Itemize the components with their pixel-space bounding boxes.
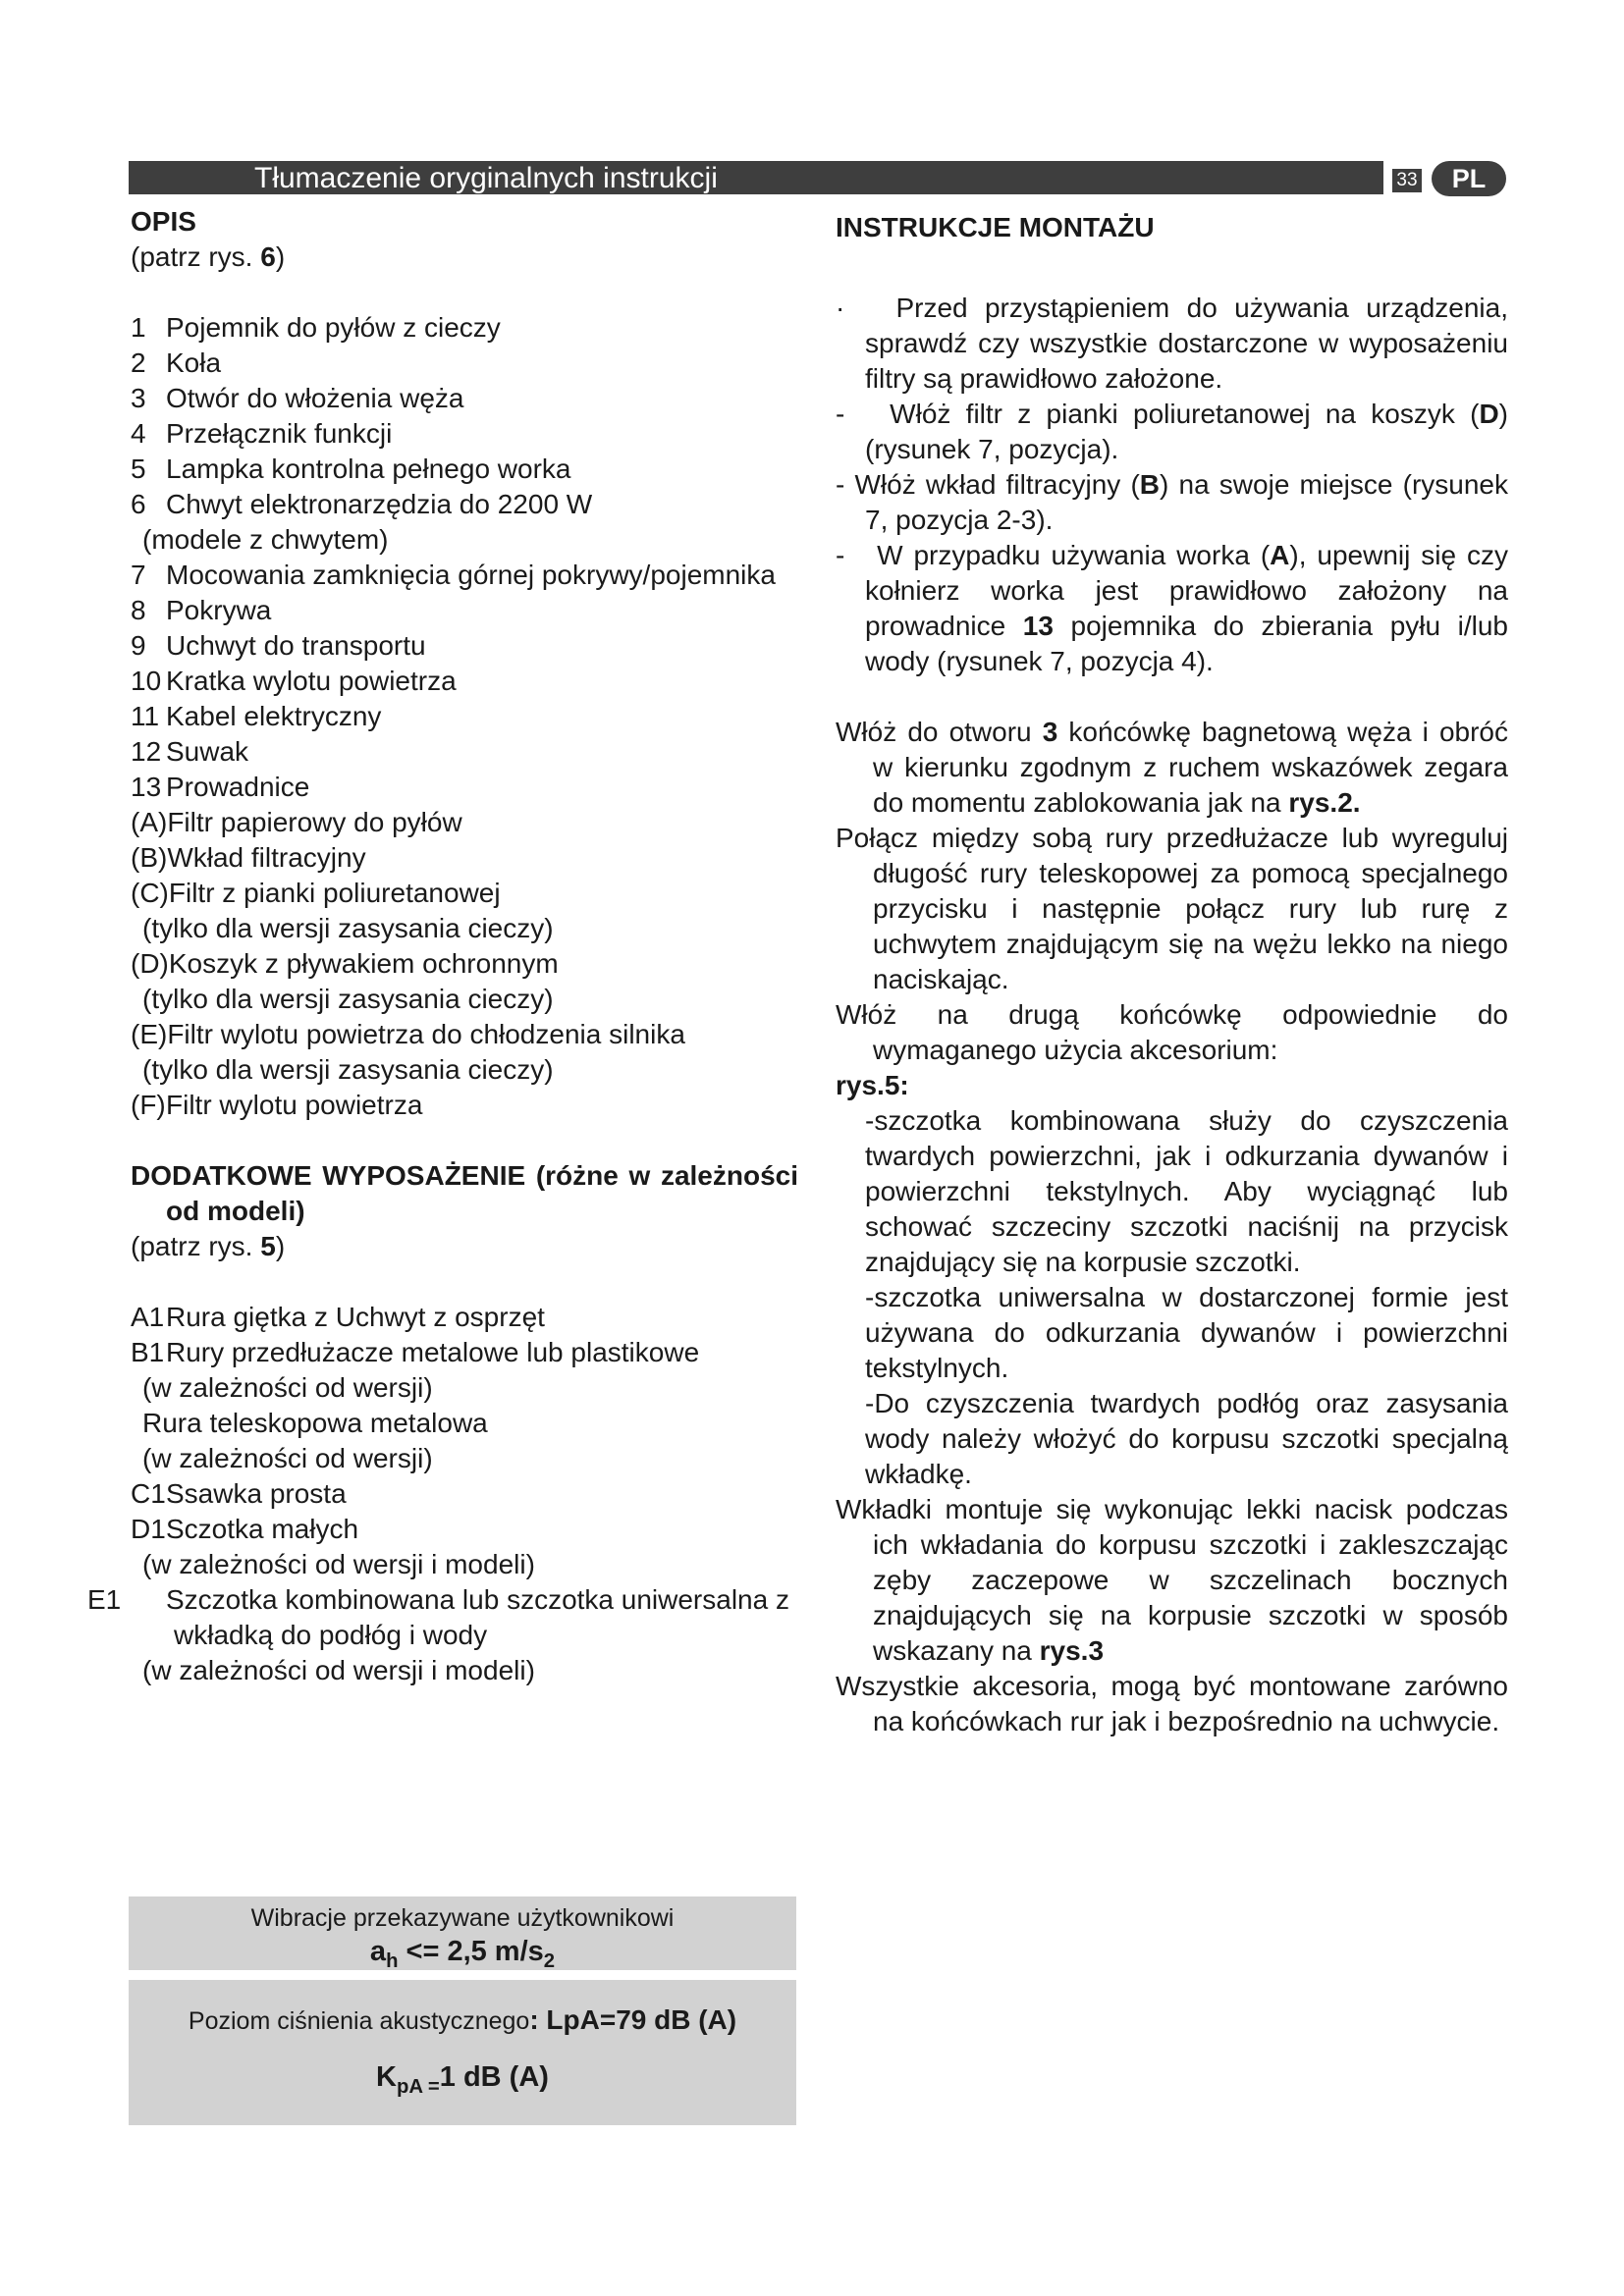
opis-figure-ref: (patrz rys. 6)	[131, 241, 286, 272]
list-item-text: Filtr wylotu powietrza	[166, 1090, 423, 1120]
list-item-text: Rura giętka z Uchwyt z osprzęt	[166, 1302, 545, 1332]
right-column	[836, 210, 1508, 1739]
list-item	[87, 1582, 798, 1653]
list-item	[131, 1547, 798, 1582]
list-item	[131, 1441, 798, 1476]
list-item-number: 4	[131, 418, 146, 449]
list-item	[131, 487, 798, 522]
hard-floor-text: -Do czyszczenia twardych podłóg oraz zasysania wody należy włożyć do korpusu szczotki specjalną wkładkę.	[865, 1388, 1508, 1489]
list-item-text: Pokrywa	[166, 595, 272, 625]
inserts-instruction: Wkładki montuje się wykonując lekki nacisk podczas ich wkładania do korpusu szczotki i zakleszczając zęby zaczepowe w szczelinach bocznych znajdujących się na korpusie szczotki w sposób wskazany na rys.3	[836, 1494, 1508, 1666]
list-item-number: A1	[131, 1302, 165, 1332]
list-item	[131, 1370, 798, 1406]
list-item	[131, 1088, 798, 1123]
list-item	[131, 558, 798, 593]
list-item-text: Rura teleskopowa metalowa	[142, 1408, 488, 1438]
list-item-text: Suwak	[166, 736, 249, 767]
list-item-number: (C)	[131, 878, 169, 908]
list-item	[131, 1017, 798, 1052]
list-item	[131, 911, 798, 946]
tube-instruction: Połącz między sobą rury przedłużacze lub wyreguluj długość rury teleskopowej za pomocą specjalnego przycisku i następnie połącz rury lub rurę z uchwytem znajdującym się na wężu lekko na niego naciskając.	[836, 823, 1508, 994]
vibration-box	[129, 1896, 796, 1970]
list-item	[131, 1052, 798, 1088]
list-item-number: B1	[131, 1337, 165, 1367]
list-item	[131, 416, 798, 452]
accessories-heading: DODATKOWE WYPOSAŻENIE (różne w zależności od modeli)	[131, 1160, 798, 1226]
list-item-number: 13	[131, 772, 162, 802]
noise-line: Poziom ciśnienia akustycznego: LpA=79 dB (A)	[188, 2004, 737, 2035]
list-item-text: Koła	[166, 347, 222, 378]
list-item	[131, 346, 798, 381]
list-item-number: (B)	[131, 842, 168, 873]
accessories-figure-ref: (patrz rys. 5)	[131, 1231, 286, 1261]
list-item-text: Otwór do włożenia węża	[166, 383, 464, 413]
combo-brush-text: -szczotka kombinowana służy do czyszczenia twardych powierzchni, jak i odkurzania dywanów i powierzchni tekstylnych. Aby wyciągnąć lub schować szczeciny szczotki naciśnij na przycisk znajdujący się na korpusie szczotki.	[865, 1105, 1508, 1277]
list-item-text: Filtr wylotu powietrza do chłodzenia silnika	[167, 1019, 685, 1049]
list-item-number: 1	[131, 312, 146, 343]
list-item	[131, 452, 798, 487]
list-item-number: (D)	[131, 948, 169, 979]
list-item-text: Rury przedłużacze metalowe lub plastikowe	[166, 1337, 700, 1367]
list-item-number: 5	[131, 454, 146, 484]
noise-box	[129, 1980, 796, 2125]
assembly-heading: INSTRUKCJE MONTAŻU	[836, 212, 1155, 242]
accessories-list	[87, 1300, 798, 1688]
list-item	[131, 664, 798, 699]
mounting-note: Wszystkie akcesoria, mogą być montowane zarówno na końcówkach rur jak i bezpośrednio na uchwycie.	[836, 1671, 1508, 1736]
list-item-text: (tylko dla wersji zasysania cieczy)	[142, 984, 554, 1014]
list-item-text: Mocowania zamknięcia górnej pokrywy/pojemnika	[166, 560, 776, 590]
list-item	[131, 1335, 798, 1370]
assembly-bullet-2: - Włóż filtr z pianki poliuretanowej na koszyk (D) (rysunek 7, pozycja).	[836, 399, 1508, 464]
list-item-text: (tylko dla wersji zasysania cieczy)	[142, 1054, 554, 1085]
list-item-text: Kabel elektryczny	[166, 701, 382, 731]
assembly-bullet-3: - Włóż wkład filtracyjny (B) na swoje miejsce (rysunek 7, pozycja 2-3).	[836, 469, 1508, 535]
opis-heading: OPIS	[131, 206, 196, 237]
list-item-text: (modele z chwytem)	[142, 524, 389, 555]
hose-instruction: Włóż do otworu 3 końcówkę bagnetową węża i obróć w kierunku zgodnym z ruchem wskazówek zegara do momentu zablokowania jak na rys.2.	[836, 717, 1508, 818]
list-item	[131, 310, 798, 346]
list-item	[131, 628, 798, 664]
list-item-text: Uchwyt do transportu	[166, 630, 426, 661]
list-item-text: Sczotka małych	[166, 1514, 359, 1544]
list-item-number: 7	[131, 560, 146, 590]
list-item	[131, 946, 798, 982]
list-item-number: D1	[131, 1514, 166, 1544]
list-item-number: 12	[131, 736, 162, 767]
list-item-text: Filtr z pianki poliuretanowej	[168, 878, 501, 908]
list-item-text: (w zależności od wersji i modeli)	[142, 1655, 535, 1685]
list-item	[131, 1653, 798, 1688]
header-title: Tłumaczenie oryginalnych instrukcji	[254, 162, 718, 194]
list-item-text: Filtr papierowy do pyłów	[167, 807, 462, 837]
assembly-bullet-4: - W przypadku używania worka (A), upewnij się czy kołnierz worka jest prawidłowo założony na prowadnice 13 pojemnika do zbierania pyłu i/lub wody (rysunek 7, pozycja 4).	[836, 540, 1509, 676]
components-list	[131, 310, 798, 1123]
left-column	[87, 204, 798, 1688]
list-item	[131, 1406, 798, 1441]
vibration-value: $a_h <= 2,5$ $m/s_2$	[369, 1936, 556, 1972]
list-item-text: (w zależności od wersji)	[142, 1443, 433, 1473]
accessory-instruction: Włóż na drugą końcówkę odpowiednie do wymaganego użycia akcesorium:	[836, 999, 1508, 1065]
list-item-number: 3	[131, 383, 146, 413]
list-item-text: Kratka wylotu powietrza	[166, 666, 457, 696]
list-item-number: 8	[131, 595, 146, 625]
list-item-number: 2	[131, 347, 146, 378]
list-item-number: (E)	[131, 1019, 168, 1049]
list-item	[131, 381, 798, 416]
list-item-text: Przełącznik funkcji	[166, 418, 393, 449]
list-item	[131, 1512, 798, 1547]
list-item	[131, 982, 798, 1017]
list-item	[131, 1300, 798, 1335]
list-item-text: Lampka kontrolna pełnego worka	[166, 454, 571, 484]
page-number: 33	[1392, 169, 1422, 192]
list-item-number: (F)	[131, 1090, 166, 1120]
list-item-text: Szczotka kombinowana lub szczotka uniwersalna z wkładką do podłóg i wody	[166, 1584, 789, 1650]
list-item-text: Wkład filtracyjny	[167, 842, 366, 873]
list-item-number: 10	[131, 666, 162, 696]
list-item	[131, 1476, 798, 1512]
list-item-text: (w zależności od wersji i modeli)	[142, 1549, 535, 1579]
list-item	[131, 522, 798, 558]
kpa-line: $K_{pA =}1$ dB (A)	[376, 2061, 549, 2098]
list-item-number: 11	[131, 701, 160, 731]
list-item	[131, 734, 798, 770]
list-item	[131, 876, 798, 911]
figure-5-label: rys.5:	[836, 1070, 909, 1100]
list-item	[131, 770, 798, 805]
list-item	[131, 840, 798, 876]
list-item-number: C1	[131, 1478, 166, 1509]
header-bar	[129, 161, 1425, 194]
list-item-number: E1	[87, 1584, 122, 1615]
vibration-label: Wibracje przekazywane użytkownikowi	[250, 1904, 675, 1932]
list-item-text: Chwyt elektronarzędzia do 2200 W	[166, 489, 593, 519]
list-item-text: Ssawka prosta	[166, 1478, 347, 1509]
list-item-number: (A)	[131, 807, 168, 837]
list-item-text: (w zależności od wersji)	[142, 1372, 433, 1403]
list-item-text: Pojemnik do pyłów z cieczy	[166, 312, 501, 343]
list-item-text: (tylko dla wersji zasysania cieczy)	[142, 913, 554, 943]
universal-brush-text: -szczotka uniwersalna w dostarczonej formie jest używana do odkurzania dywanów i powierzchni tekstylnych.	[865, 1282, 1508, 1383]
list-item-text: Prowadnice	[166, 772, 310, 802]
list-item	[131, 805, 798, 840]
list-item-number: 6	[131, 489, 146, 519]
list-item-text: Koszyk z pływakiem ochronnym	[168, 948, 559, 979]
assembly-bullet-1: · Przed przystąpieniem do używania urządzenia, sprawdź czy wszystkie dostarczone w wyposażeniu filtry są prawidłowo założone.	[836, 293, 1508, 394]
list-item	[131, 699, 798, 734]
list-item	[131, 593, 798, 628]
list-item-number: 9	[131, 630, 146, 661]
language-badge: PL	[1432, 161, 1506, 196]
